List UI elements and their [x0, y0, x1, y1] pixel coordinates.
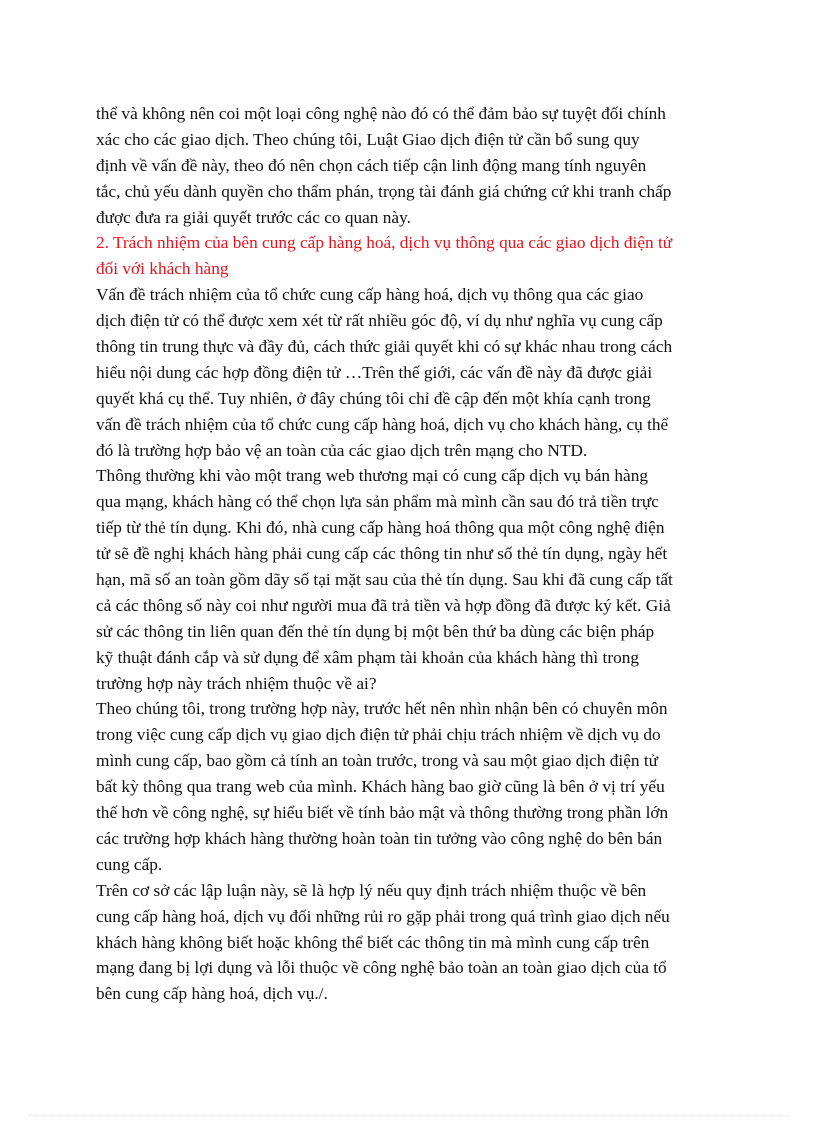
text-line: Vấn đề trách nhiệm của tổ chức cung cấp hàng hoá, dịch vụ thông qua các giao [96, 285, 644, 305]
text-line: Theo chúng tôi, trong trường hợp này, trước hết nên nhìn nhận bên có chuyên môn [96, 699, 668, 719]
text-line: tắc, chủ yếu dành quyền cho thẩm phán, trọng tài đánh giá chứng cứ khi tranh chấp [96, 181, 672, 201]
text-line: quyết khá cụ thể. Tuy nhiên, ở đây chúng tôi chỉ đề cập đến một khía cạnh trong [96, 388, 651, 408]
text-line: tiếp từ thẻ tín dụng. Khi đó, nhà cung cấp hàng hoá thông qua một công nghệ điện [96, 518, 665, 538]
heading-line: đối với khách hàng [96, 259, 229, 279]
paragraph-intro-continuation [96, 101, 724, 230]
text-line: trường hợp này trách nhiệm thuộc về ai? [96, 673, 377, 693]
text-line: mình cung cấp, bao gồm cả tính an toàn trước, trong và sau một giao dịch điện tử [96, 751, 659, 771]
text-line: định về vấn đề này, theo đó nên chọn cách tiếp cận linh động mang tính nguyên [96, 155, 647, 175]
text-line: kỹ thuật đánh cắp và sử dụng để xâm phạm tài khoản của khách hàng thì trong [96, 647, 640, 667]
section-heading [96, 230, 724, 282]
text-line: cung cấp. [96, 854, 163, 874]
text-line: các trường hợp khách hàng thường hoàn toàn tin tưởng vào công nghệ do bên bán [96, 828, 663, 848]
text-line: khách hàng không biết hoặc không thể biết các thông tin mà mình cung cấp trên [96, 932, 650, 952]
paragraph-credit-card-scenario [96, 463, 724, 696]
text-line: thế hơn về công nghệ, sự hiểu biết về tính bảo mật và thông thường trong phần lớn [96, 803, 669, 823]
paragraph-conclusion [96, 878, 724, 1007]
text-line: Trên cơ sở các lập luận này, sẽ là hợp lý nếu quy định trách nhiệm thuộc về bên [96, 880, 647, 900]
text-line: qua mạng, khách hàng có thể chọn lựa sản phẩm mà mình cần sau đó trả tiền trực [96, 492, 659, 512]
text-line: trong việc cung cấp dịch vụ giao dịch điện tử phải chịu trách nhiệm về dịch vụ do [96, 725, 661, 745]
page-bottom-divider [28, 1115, 788, 1116]
text-line: Thông thường khi vào một trang web thương mại có cung cấp dịch vụ bán hàng [96, 466, 648, 486]
text-line: bất kỳ thông qua trang web của mình. Khách hàng bao giờ cũng là bên ở vị trí yếu [96, 777, 665, 797]
document-body [96, 101, 724, 1007]
paragraph-responsibility-overview [96, 282, 724, 463]
text-line: đó là trường hợp bảo vệ an toàn của các giao dịch trên mạng cho NTD. [96, 440, 588, 460]
text-line: mạng đang bị lợi dụng và lỗi thuộc về công nghệ bảo toàn an toàn giao dịch của tổ [96, 958, 667, 978]
text-line: bên cung cấp hàng hoá, dịch vụ./. [96, 984, 328, 1004]
text-line: dịch điện tử có thể được xem xét từ rất nhiều góc độ, ví dụ như nghĩa vụ cung cấp [96, 311, 663, 331]
text-line: tử sẽ đề nghị khách hàng phải cung cấp các thông tin như số thẻ tín dụng, ngày hết [96, 544, 668, 564]
text-line: xác cho các giao dịch. Theo chúng tôi, Luật Giao dịch điện tử cần bổ sung quy [96, 129, 640, 149]
heading-line: 2. Trách nhiệm của bên cung cấp hàng hoá, dịch vụ thông qua các giao dịch điện tử [96, 233, 673, 253]
text-line: vấn đề trách nhiệm của tổ chức cung cấp hàng hoá, dịch vụ cho khách hàng, cụ thể [96, 414, 669, 434]
text-line: thông tin trung thực và đầy đủ, cách thức giải quyết khi có sự khác nhau trong cách [96, 337, 673, 357]
text-line: sử các thông tin liên quan đến thẻ tín dụng bị một bên thứ ba dùng các biện pháp [96, 621, 655, 641]
text-line: hạn, mã số an toàn gồm dãy số tại mặt sau của thẻ tín dụng. Sau khi đã cung cấp tất [96, 570, 673, 590]
paragraph-provider-responsibility [96, 696, 724, 877]
text-line: cả các thông số này coi như người mua đã trả tiền và hợp đồng đã được ký kết. Giả [96, 595, 671, 615]
text-line: cung cấp hàng hoá, dịch vụ đối những rủi ro gặp phải trong quá trình giao dịch nếu [96, 906, 670, 926]
text-line: hiểu nội dung các hợp đồng điện tử …Trên thế giới, các vấn đề này đã được giải [96, 362, 653, 382]
text-line: được đưa ra giải quyết trước các co quan này. [96, 207, 411, 227]
text-line: thể và không nên coi một loại công nghệ nào đó có thể đảm bảo sự tuyệt đối chính [96, 104, 666, 123]
